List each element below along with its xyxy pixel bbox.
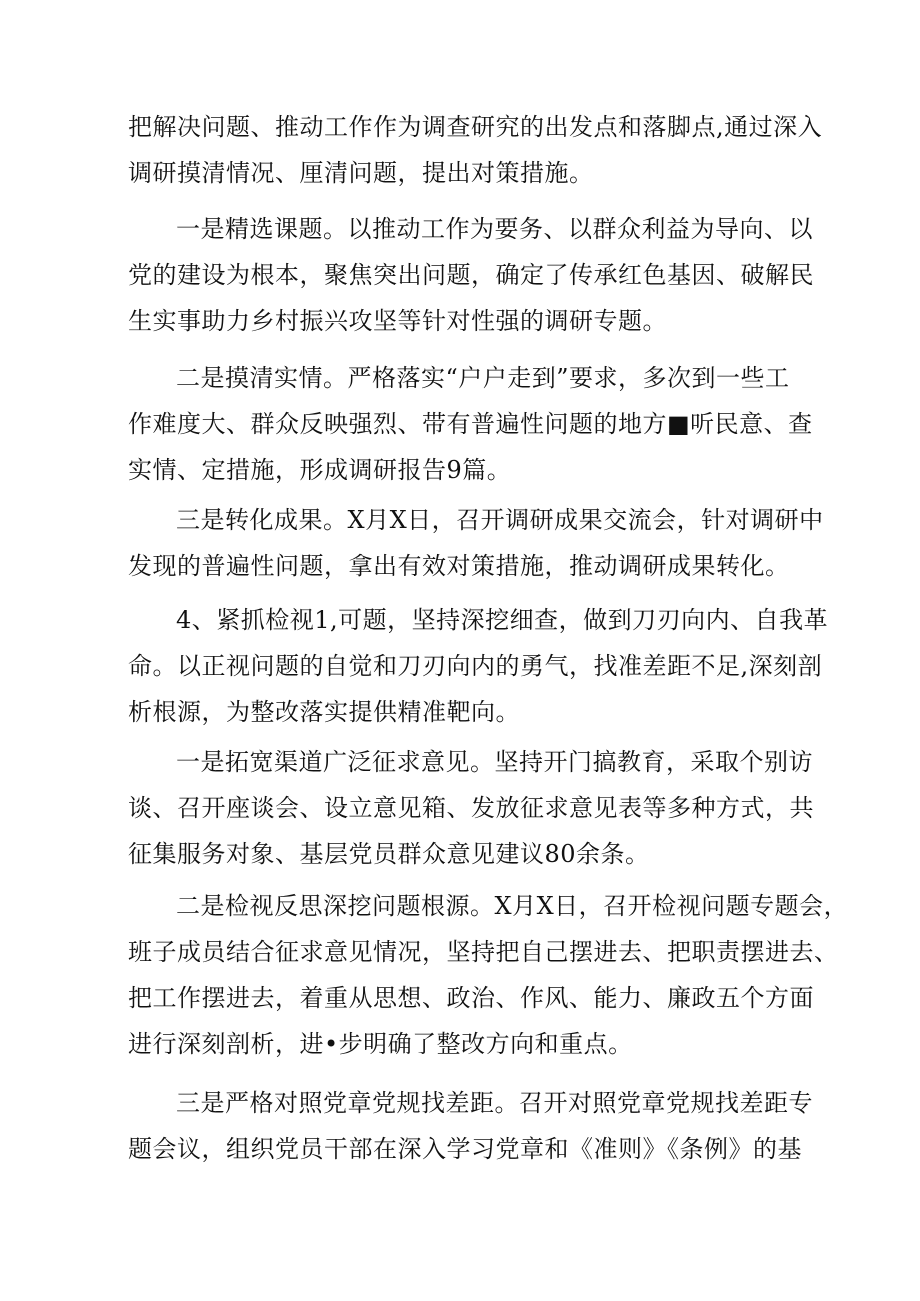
- text-line: 谈、召开座谈会、设立意见箱、发放征求意见表等多种方式，共: [128, 794, 814, 822]
- paragraph-6: [128, 739, 814, 877]
- text-line: 发现的普遍性问题，拿出有效对策措施，推动调研成果转化。: [128, 552, 790, 580]
- paragraph-7: [128, 883, 849, 1067]
- paragraph-5: [128, 597, 829, 735]
- text-line: 二是摸清实情。严格落实“户户走到”要求，多次到一些工: [176, 364, 790, 392]
- paragraph-1: [128, 104, 823, 196]
- text-line: 三是转化成果。X月X日，召开调研成果交流会，针对调研中: [176, 506, 824, 534]
- text-line: 一是拓宽渠道广泛征求意见。坚持开门搞教育，采取个别访: [176, 748, 813, 776]
- paragraph-2: [128, 206, 814, 344]
- text-line: 一是精选课题。以推动工作为要务、以群众利益为导向、以: [176, 215, 813, 243]
- text-line: 作难度大、群众反映强烈、带有普遍性问题的地方■听民意、查: [128, 410, 813, 438]
- text-line: 生实事助力乡村振兴攻坚等针对性强的调研专题。: [128, 307, 667, 335]
- text-line: 析根源，为整改落实提供精准靶向。: [128, 698, 520, 726]
- text-line: 4、紧抓检视1,可题，坚持深挖细查，做到刀刃向内、自我革: [176, 606, 829, 634]
- text-line: 调研摸清情况、厘清问题，提出对策措施。: [128, 159, 594, 187]
- text-line: 班子成员结合征求意见情况，坚持把自己摆进去、把职责摆进去、: [128, 938, 839, 966]
- text-line: 实情、定措施，形成调研报告9篇。: [128, 456, 512, 484]
- text-line: 党的建设为根本，聚焦突出问题，确定了传承红色基因、破解民: [128, 261, 814, 289]
- paragraph-4: [128, 497, 824, 589]
- text-line: 题会议，组织党员干部在深入学习党章和《准则》《条例》的基: [128, 1135, 802, 1163]
- text-line: 三是严格对照党章党规找差距。召开对照党章党规找差距专: [176, 1089, 813, 1117]
- paragraph-8: [128, 1080, 813, 1172]
- text-line: 二是检视反思深挖问题根源。X月X日，召开检视问题专题会，: [176, 892, 849, 920]
- text-line: 征集服务对象、基层党员群众意见建议80余条。: [128, 840, 650, 868]
- text-line: 把工作摆进去，着重从思想、政治、作风、能力、廉政五个方面: [128, 984, 814, 1012]
- paragraph-3: [128, 355, 813, 493]
- text-line: 命。以正视问题的自觉和刀刃向内的勇气，找准差距不足,深刻剖: [128, 652, 823, 680]
- text-line: 进行深刻剖析，进•步明确了整改方向和重点。: [128, 1030, 633, 1058]
- text-line: 把解决问题、推动工作作为调查研究的出发点和落脚点,通过深入: [128, 113, 823, 141]
